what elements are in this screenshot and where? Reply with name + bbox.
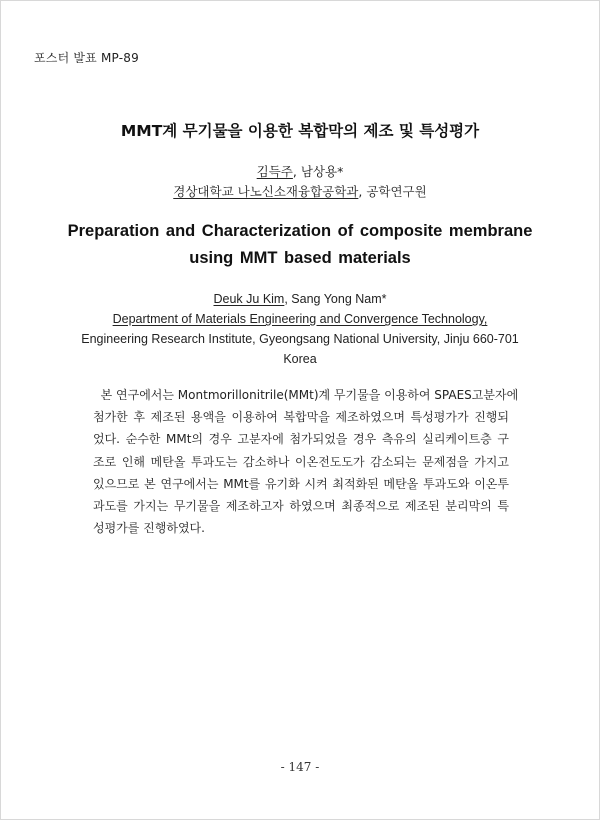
korean-affiliation — [0, 182, 600, 200]
english-affiliation-line-3: Korea — [283, 352, 317, 366]
abstract-line: 있으므로 본 연구에서는 MMt를 유기화 시켜 최적화된 메탄올 투과도와 이온투 — [93, 476, 509, 491]
abstract-line: 조로 인해 메탄올 투과도는 감소하나 이온전도도가 감소되는 문제점을 가지고 — [93, 454, 509, 469]
korean-author-1: 김득주 — [256, 164, 293, 179]
english-title — [0, 218, 600, 272]
english-authors-affiliation — [0, 289, 600, 369]
korean-authors — [0, 162, 600, 180]
abstract-line: 었다. 순수한 MMt의 경우 고분자에 첨가되었을 경우 측유의 실리케이트층 구 — [93, 432, 509, 447]
abstract-line: 첨가한 후 제조된 용액을 이용하여 복합막을 제조하였으며 특성평가가 진행되 — [93, 410, 509, 425]
session-label: 포스터 발표 MP-89 — [34, 51, 139, 65]
korean-affiliation-2: 공학연구원 — [366, 184, 427, 199]
english-title-line-2: using MMT based materials — [189, 249, 411, 267]
english-affiliation-line-2: Engineering Research Institute, Gyeongsang National University, Jinju 660-701 — [81, 332, 519, 346]
korean-affiliation-separator: , — [358, 184, 367, 199]
korean-affiliation-1: 경상대학교 나노신소재융합공학과 — [173, 184, 359, 199]
page-number: - 147 - — [280, 760, 320, 774]
english-author-1: Deuk Ju Kim — [213, 292, 285, 306]
korean-title: MMT계 무기물을 이용한 복합막의 제조 및 특성평가 — [120, 122, 480, 140]
english-title-line-1: Preparation and Characterization of composite membrane — [67, 222, 533, 240]
korean-author-2: 남상용* — [300, 164, 344, 179]
abstract-line: 과도를 가지는 무기물을 제조하고자 하였으며 최종적으로 제조된 분리막의 특 — [93, 499, 509, 514]
english-authors — [0, 289, 600, 309]
abstract-line: 본 연구에서는 Montmorillonitrile(MMt)계 무기물을 이용하여 SPAES고분자에 — [93, 388, 519, 402]
english-affiliation-line-1: Department of Materials Engineering and Convergence Technology, — [112, 312, 488, 326]
abstract-line: 성평가를 진행하였다. — [93, 521, 205, 536]
korean-author-separator: , — [292, 164, 301, 179]
english-author-rest: , Sang Yong Nam* — [284, 292, 387, 306]
abstract-paragraph — [93, 384, 519, 539]
